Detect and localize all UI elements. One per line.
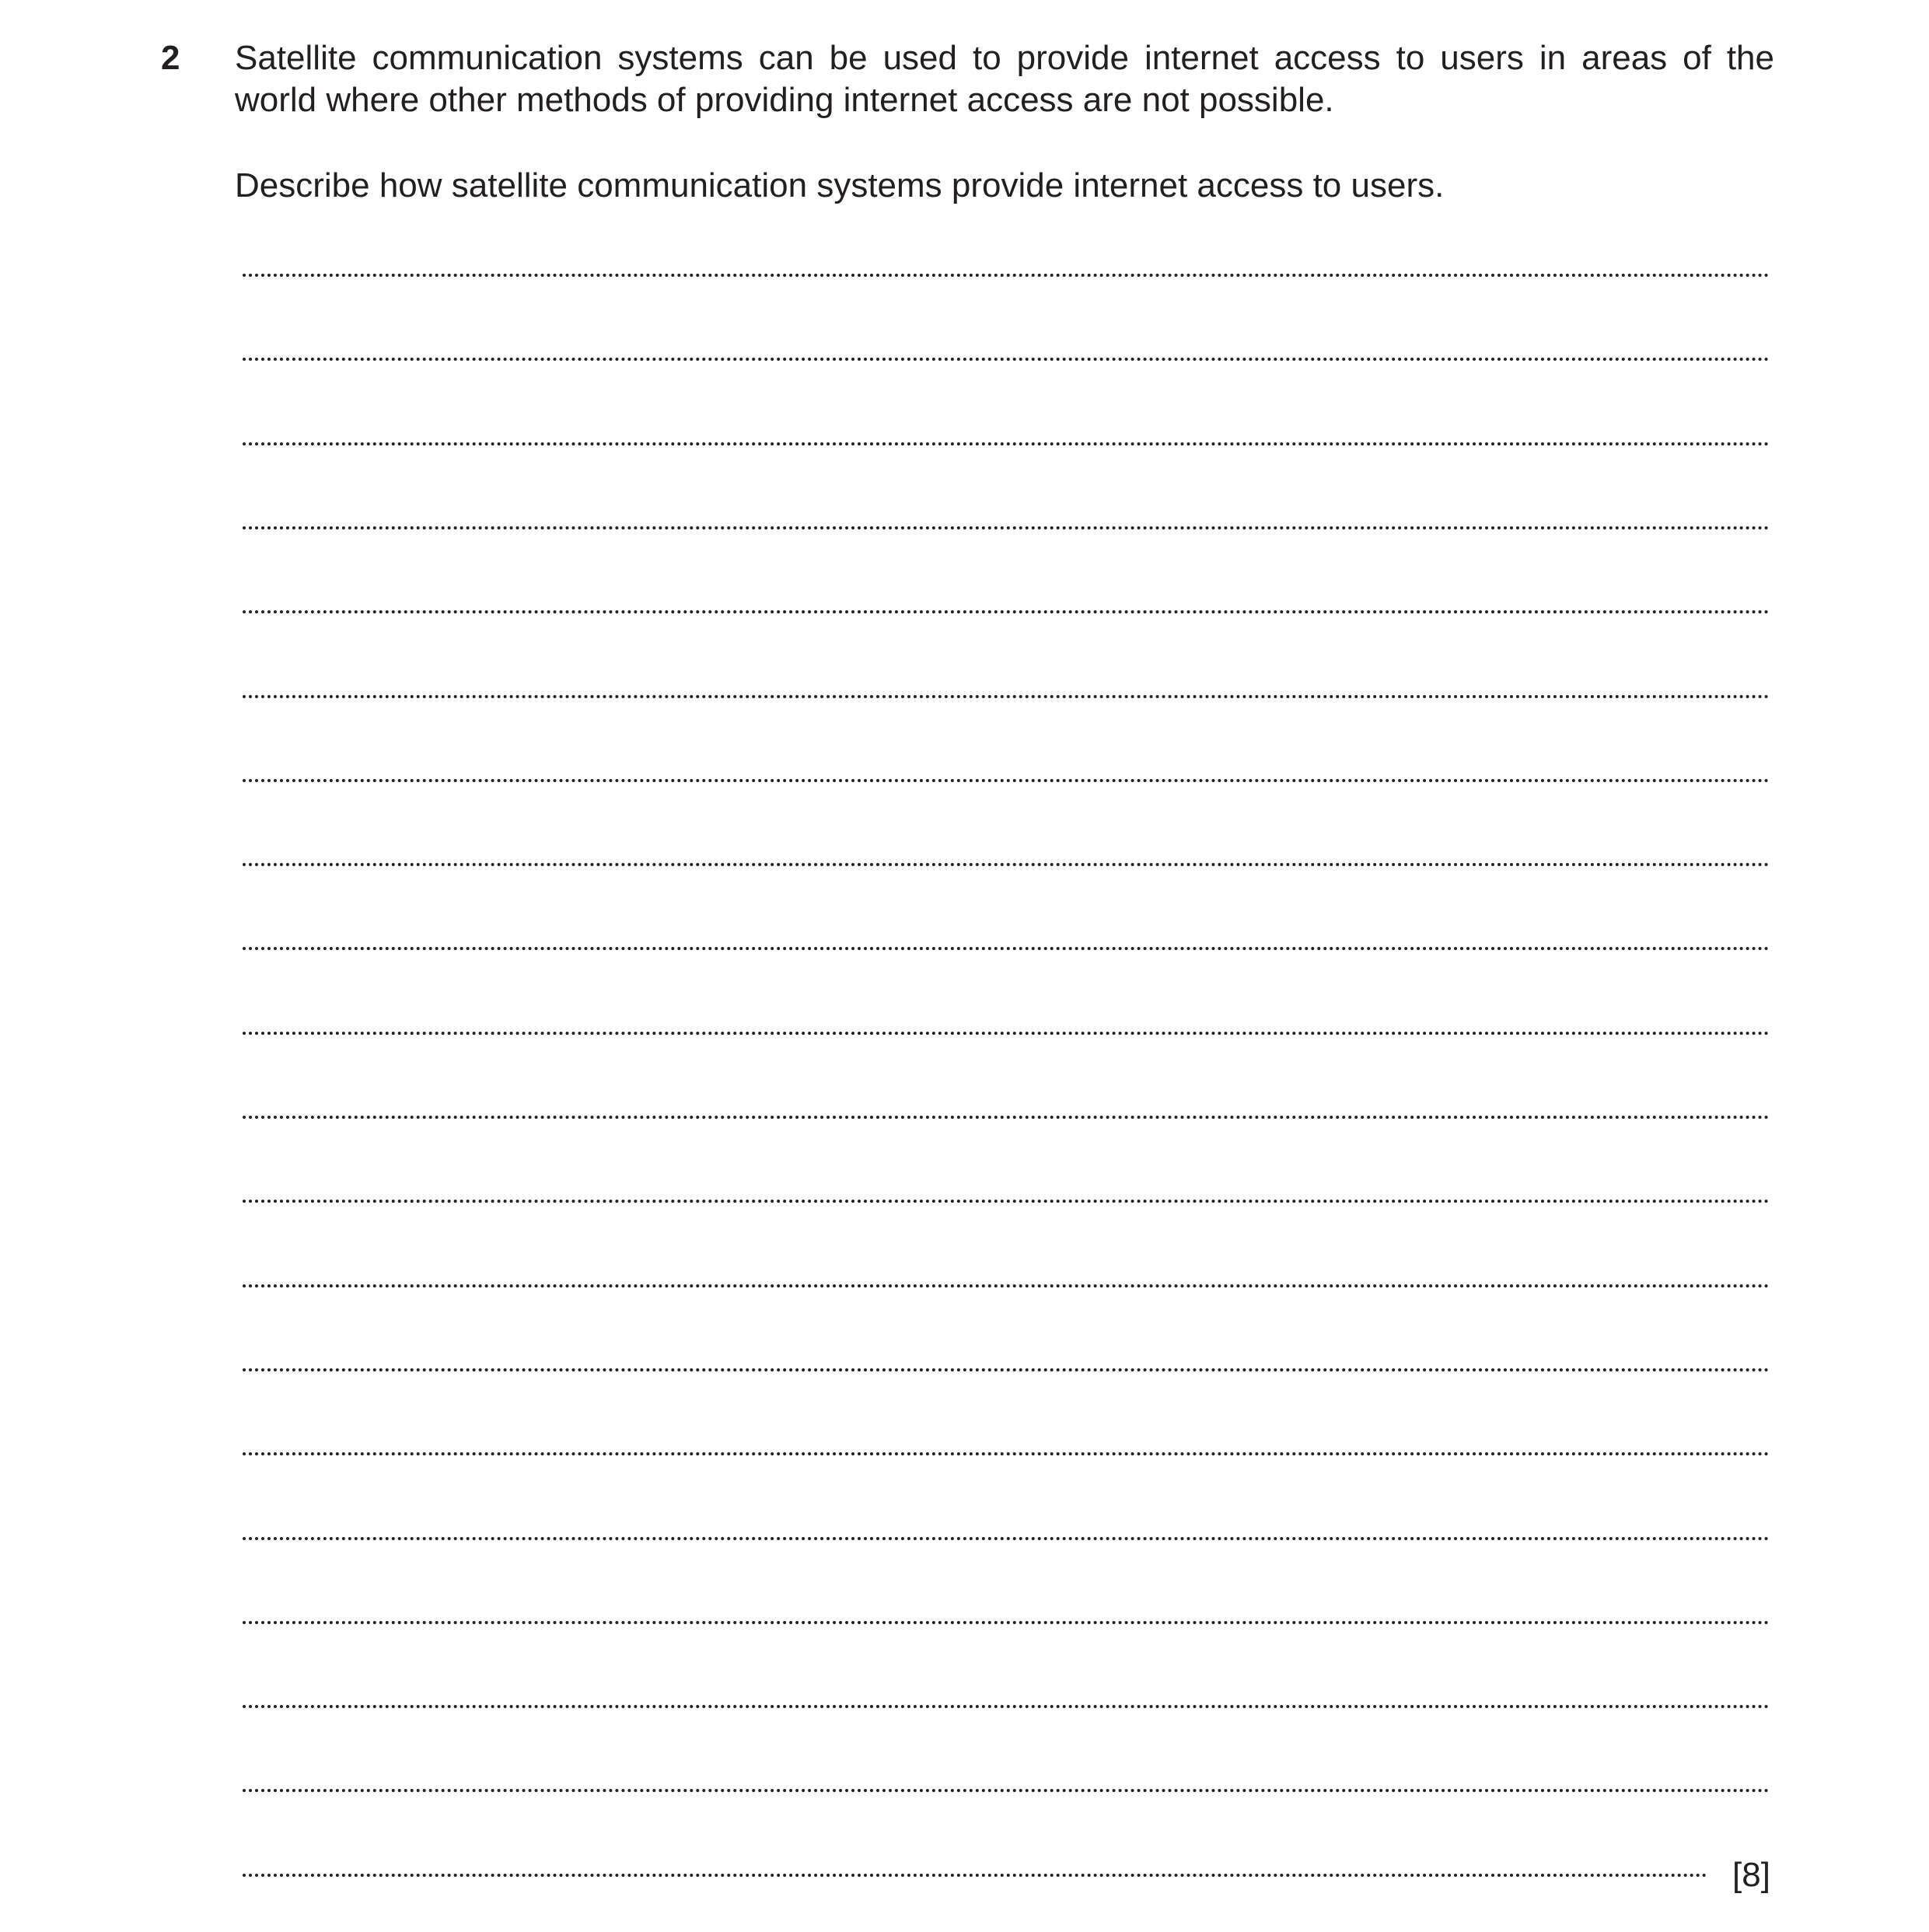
answer-line[interactable] — [243, 1705, 1770, 1708]
answer-line[interactable] — [243, 1452, 1770, 1455]
answer-line[interactable] — [243, 1368, 1770, 1371]
answer-line[interactable] — [243, 1874, 1707, 1877]
answer-line[interactable] — [243, 863, 1770, 866]
answer-line[interactable] — [243, 1200, 1770, 1203]
answer-line[interactable] — [243, 947, 1770, 950]
answer-line[interactable] — [243, 695, 1770, 698]
answer-line[interactable] — [243, 442, 1770, 445]
answer-line[interactable] — [243, 526, 1770, 529]
answer-line[interactable] — [243, 1284, 1770, 1287]
question-stem: Satellite communication systems can be used to provide internet access to users in areas of the world where other methods of providing internet access are not possible. — [235, 39, 1774, 119]
answer-line[interactable] — [243, 1789, 1770, 1792]
answer-line[interactable] — [243, 1116, 1770, 1119]
answer-line[interactable] — [243, 358, 1770, 361]
answer-line[interactable] — [243, 274, 1770, 277]
answer-line[interactable] — [243, 1537, 1770, 1540]
answer-line[interactable] — [243, 1621, 1770, 1624]
answer-line[interactable] — [243, 1032, 1770, 1035]
question-number: 2 — [161, 39, 180, 77]
marks-label: [8] — [1732, 1856, 1770, 1894]
answer-lines[interactable] — [243, 0, 1770, 1932]
question-instruction: Describe how satellite communication systems provide internet access to users. — [235, 166, 1445, 204]
answer-line[interactable] — [243, 610, 1770, 613]
answer-line[interactable] — [243, 779, 1770, 782]
